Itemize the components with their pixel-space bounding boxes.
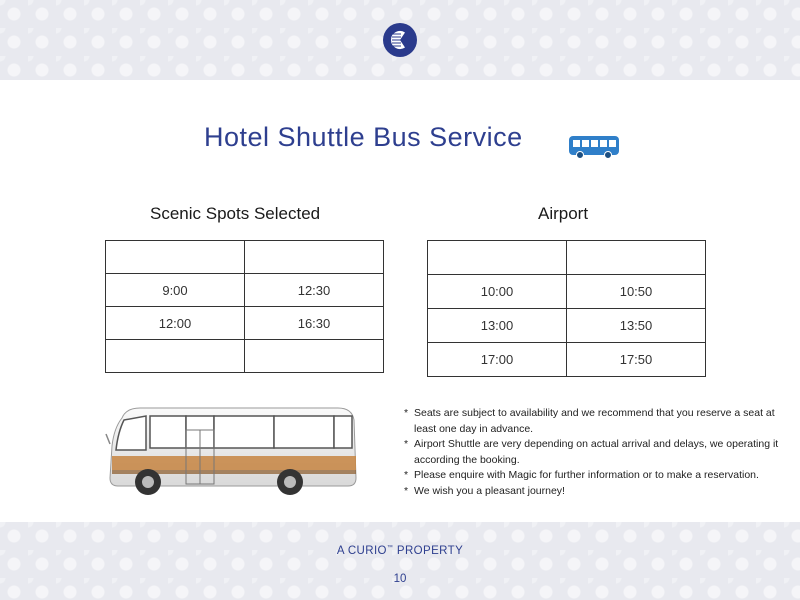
hotel-logo-icon [382,22,418,58]
airport-heading: Airport [538,204,589,223]
table-cell: 17:50 [567,343,706,377]
table-cell [245,340,384,373]
table-cell [567,241,706,275]
note-bullet: * [404,407,409,419]
table-cell [106,340,245,373]
bus-icon [568,134,620,160]
table-cell: 12:00 [106,307,245,340]
table-cell: 13:00 [428,309,567,343]
note-text: We wish you a pleasant journey! [414,484,565,497]
airport-schedule-table [427,240,706,377]
table-cell: 16:30 [245,307,384,340]
table-row [428,275,706,309]
note-bullet: * [404,469,409,481]
table-cell: 17:00 [428,343,567,377]
table-row [106,340,384,373]
notes-list [404,406,794,499]
table-cell: 10:50 [567,275,706,309]
table-cell: 10:00 [428,275,567,309]
note-text: Seats are subject to availability and we recommend that you reserve a seat at least one day in advance. [414,407,775,435]
table-cell: 12:30 [245,274,384,307]
footer-brand-prefix: A CURIO [336,545,387,557]
note-bullet: * [404,484,409,497]
note-text: Please enquire with Magic for further information or to make a reservation. [414,469,759,481]
table-row [428,343,706,377]
footer-brand [0,545,800,557]
table-row [106,307,384,340]
table-cell [106,241,245,274]
page-number: 10 [393,573,407,585]
table-row [106,274,384,307]
table-cell: 13:50 [567,309,706,343]
table-row [428,309,706,343]
page-title: Hotel Shuttle Bus Service [204,122,523,152]
list-item [404,406,794,437]
footer-band [0,522,800,600]
list-item [404,484,794,500]
table-row [428,241,706,275]
scenic-heading: Scenic Spots Selected [150,204,321,223]
list-item [404,468,794,484]
table-row [106,241,384,274]
table-cell [428,241,567,275]
scenic-schedule-table [105,240,384,373]
note-text: Airport Shuttle are very depending on actual arrival and delays, we operating it according the booking. [414,438,779,466]
list-item [404,437,794,468]
note-bullet: * [404,438,409,450]
footer-brand-suffix: PROPERTY [393,545,464,557]
table-cell [245,241,384,274]
trademark-mark: ™ [386,545,394,552]
table-cell: 9:00 [106,274,245,307]
shuttle-bus-illustration [100,400,360,500]
